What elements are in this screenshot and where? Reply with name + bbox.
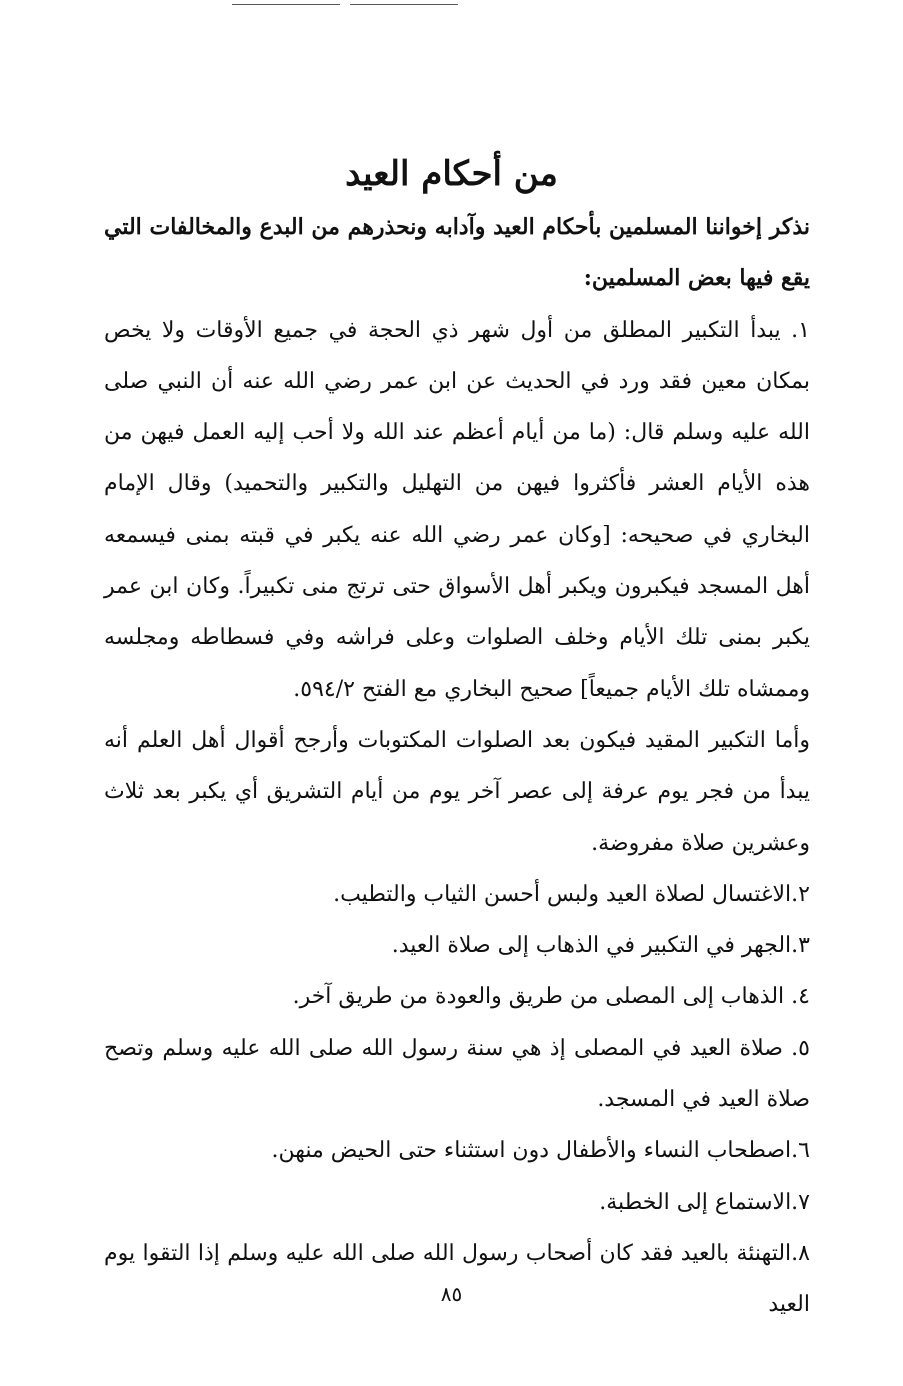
page-number: ٨٥ xyxy=(440,1282,463,1306)
paragraph-3: ٢.الاغتسال لصلاة العيد ولبس أحسن الثياب والتطيب. xyxy=(333,881,810,907)
paragraph-9: ٨.التهنئة بالعيد فقد كان أصحاب رسول الله صلى الله عليه وسلم إذا التقوا يوم العيد xyxy=(104,1240,810,1318)
paragraph-6: ٥. صلاة العيد في المصلى إذ هي سنة رسول الله صلى الله عليه وسلم وتصح صلاة العيد في المسجد. xyxy=(104,1035,810,1113)
paragraph-2: وأما التكبير المقيد فيكون بعد الصلوات المكتوبات وأرجح أقوال أهل العلم أنه يبدأ من فجر يوم عرفة إلى عصر آخر يوم من أيام التشريق أي يكبر بعد ثلاث وعشرين صلاة مفروضة. xyxy=(104,727,810,856)
paragraph-1: ١. يبدأ التكبير المطلق من أول شهر ذي الحجة في جميع الأوقات ولا يخص بمكان معين فقد ورد في الحديث عن ابن عمر رضي الله عنه أن النبي صلى الله عليه وسلم قال: (ما من أيام أعظم عند الله ولا أحب إليه العمل فيهن من هذه الأيام العشر فأكثروا فيهن من التهليل والتكبير والتحميد) وقال الإمام البخاري في صحيحه: [وكان عمر رضي الله عنه يكبر في قبته بمنى فيسمعه أهل المسجد فيكبرون ويكبر أهل الأسواق حتى ترتج منى تكبيراً. وكان ابن عمر يكبر بمنى تلك الأيام وخلف الصلوات وعلى فراشه وفي فسطاطه ومجلسه وممشاه تلك الأيام جميعاً] صحيح البخاري مع الفتح ٥٩٤/٢. xyxy=(104,317,810,702)
paragraph-5: ٤. الذهاب إلى المصلى من طريق والعودة من طريق آخر. xyxy=(292,984,810,1010)
top-rule-left xyxy=(232,4,340,5)
paragraph-4: ٣.الجهر في التكبير في الذهاب إلى صلاة العيد. xyxy=(391,933,810,959)
page-body xyxy=(104,202,810,1331)
intro-paragraph: نذكر إخواننا المسلمين بأحكام العيد وآدابه ونحذرهم من البدع والمخالفات التي يقع فيها بعض المسلمين: xyxy=(104,214,810,292)
paragraph-7: ٦.اصطحاب النساء والأطفال دون استثناء حتى الحيض منهن. xyxy=(271,1138,810,1164)
page-title: من أحكام العيد xyxy=(345,154,558,194)
paragraph-8: ٧.الاستماع إلى الخطبة. xyxy=(599,1189,810,1215)
top-rule-right xyxy=(350,4,458,5)
